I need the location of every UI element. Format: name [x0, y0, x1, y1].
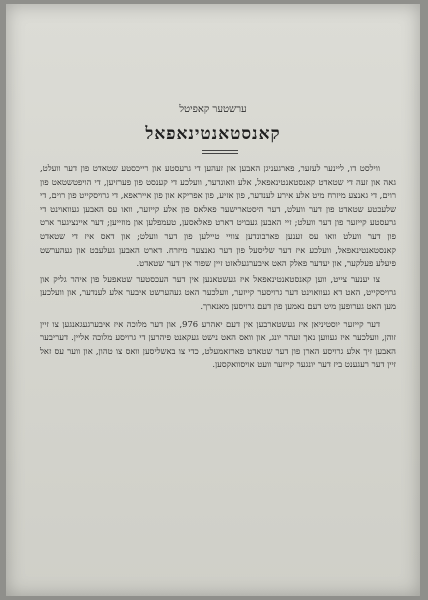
paragraph: ווילסט דו, ליינער לעזער, פארגעניגן האבען און זעהען די גרעסטע און רייכסטע שטאדט פון דער וועלט, גאה און זעה די שטאדט קאנסטאנטינאפאל, אלע וואונדער, וועלכע די קענסט פון פערזיען, די הויפטשטאט פון רוים, די גאנצע מיזרח מיט אלע אירע לענדער, פון אזיע, פון אפריקא און פון אייראפא, די גרויסקייט פון רוים, די שלעכטע שטאדט פון דער וועלט, דער היסטארישער פאלאס פון אלע קייזער, וואו עס האבען געוואוינט די גרעסטע קייזער פון דער וועלט; זיי האבען געבויט דארט פאלאסען, טעמפלען און מוזייען; דער איינציגער ארט פון דער וועלט וואו עס זענען פארבונדען צוויי טיילען פון דער וועלט; און דאס איז די שטאדט קאנסטאנטינאפאל, וועלכע איז דער שליסעל פון דער גאנצער מיזרח. דארט האבען געלעבט און געהערשט פיעלע פעלקער, און יעדער פאלק האט איבערגעלאזט זיין שפור אין דער שטאדט.	[40, 163, 396, 269]
chapter-heading: ערשטער קאפיטל	[179, 104, 247, 115]
body-text	[40, 162, 396, 374]
book-page	[6, 4, 420, 596]
paragraph: דער קייזער יוסטיניאן איז געשטארבען אין דעם יאהרע 976, און דער מלוכה איז איבערגעגאנגען צו זיין זוהן, וועלכער איז געווען נאך זעהר יונג, און וואס האט נישט געקאנט פיהרען די גרויסע מלוכה אליין. דעריבער האבען זיך אלע גרויסע הארן פון דער שטאדט פארזאמעלט, כדי צו באשליסען וואס צו טהון, און ווער עס זאל זיין דער רעגענט ביז דער יונגער קייזער וועט אויסוואקסען.	[40, 318, 396, 370]
page-title: קאנסטאנטינאפאל	[145, 124, 281, 144]
title-divider	[202, 153, 238, 154]
paragraph: צו יענער צייט, ווען קאנסטאנטינאפאל איז געשטאנען אין דער העכסטער שטאפעל פון איהר גליק און גרויסקייט, האט דא געוואוינט דער גרויסער קייזער, וועלכער האט געהערשט איבער אלע לענדער, און וועלכען מען האט גערופען מיט דעם נאמען פון דעם גרויסען מאנארך.	[40, 273, 396, 311]
title-divider	[202, 150, 238, 151]
